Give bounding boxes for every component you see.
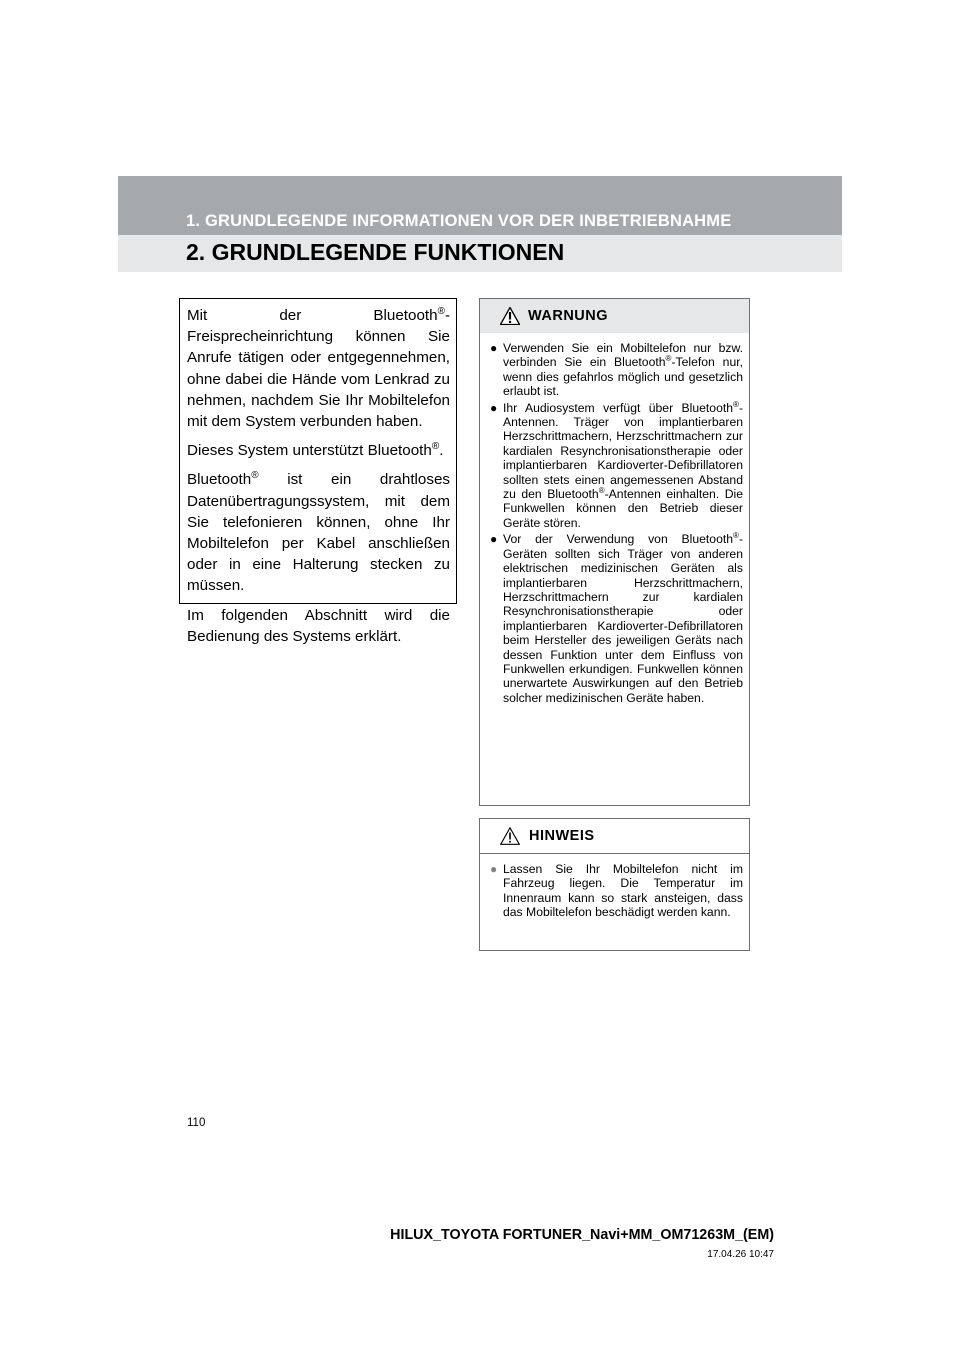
- warning-item-3: ● Vor der Verwendung von Bluetooth®-Geräten sollten sich Träger von anderen elektrischen medizinischen Geräten als implantierbaren Herzschrittmachern, Herzschrittmachern zur kardialen Resynchronisationstherapie oder implantierbaren Kardioverter-Defibrillatoren beim Hersteller des jeweiligen Geräts nach dessen Funktion unter dem Einfluss von Funkwellen erkundigen. Funkwellen können unerwartete Auswirkungen auf den Betrieb solcher medizinischen Geräte haben.: [490, 531, 743, 705]
- warning-box: [479, 298, 750, 806]
- note-title: HINWEIS: [529, 828, 595, 844]
- intro-paragraph-1: Mit der Bluetooth®-Freisprecheinrichtung können Sie Anrufe tätigen oder entgegennehmen, ohne dabei die Hände vom Lenkrad zu nehmen, nachdem Sie Ihr Mobiltelefon mit dem System verbunden haben.: [187, 306, 450, 431]
- warning-item-1: ● Verwenden Sie ein Mobiltelefon nur bzw. verbinden Sie ein Bluetooth®-Telefon nur, wenn dies gefahrlos möglich und gesetzlich erlaubt ist.: [490, 341, 743, 399]
- note-box: [479, 818, 750, 951]
- page-title-band: [118, 235, 842, 272]
- bullet-icon: ●: [490, 400, 498, 415]
- page-number: 110: [187, 1117, 206, 1129]
- page-title: 2. GRUNDLEGENDE FUNKTIONEN: [186, 239, 565, 265]
- bullet-icon: ●: [490, 532, 498, 547]
- section-label: [118, 176, 842, 235]
- intro-paragraph-3: Bluetooth® ist ein drahtloses Datenübertragungssystem, mit dem Sie telefonieren können, ohne Ihr Mobiltelefon per Kabel anschließen oder in eine Halterung stecken zu müssen.: [187, 470, 450, 595]
- warning-items: [480, 333, 749, 705]
- bullet-icon: ●: [490, 862, 498, 876]
- intro-paragraph-4: Im folgenden Abschnitt wird die Bedienung des Systems erklärt.: [187, 606, 450, 645]
- document-date: 17.04.26 10:47: [707, 1249, 774, 1260]
- warning-header: [480, 299, 749, 333]
- caution-triangle-icon: [500, 827, 520, 845]
- section-label-text: 1. GRUNDLEGENDE INFORMATIONEN VOR DER INBETRIEBNAHME: [186, 212, 732, 230]
- warning-item-2: ● Ihr Audiosystem verfügt über Bluetooth®-Antennen. Träger von implantierbaren Herzschrittmachern, Herzschrittmachern zur kardialen Resynchronisationstherapie oder implantierbaren Kardioverter-Defibrillatoren sollten stets einen angemessenen Abstand zu den Bluetooth®-Antennen einhalten. Die Funkwellen können den Betrieb dieser Geräte stören.: [490, 399, 743, 530]
- intro-paragraph-2: Dieses System unterstützt Bluetooth®.: [187, 441, 444, 460]
- intro-box: [179, 298, 457, 645]
- note-header: [480, 819, 749, 854]
- note-item-1: ● Lassen Sie Ihr Mobiltelefon nicht im Fahrzeug liegen. Die Temperatur im Innenraum kann so stark ansteigen, dass das Mobiltelefon beschädigt werden kann.: [490, 862, 743, 920]
- warning-title: WARNUNG: [528, 308, 609, 324]
- bullet-icon: ●: [490, 341, 498, 355]
- note-items: [480, 854, 749, 920]
- document-code: HILUX_TOYOTA FORTUNER_Navi+MM_OM71263M_(EM): [390, 1227, 774, 1243]
- warning-triangle-icon: [500, 307, 520, 325]
